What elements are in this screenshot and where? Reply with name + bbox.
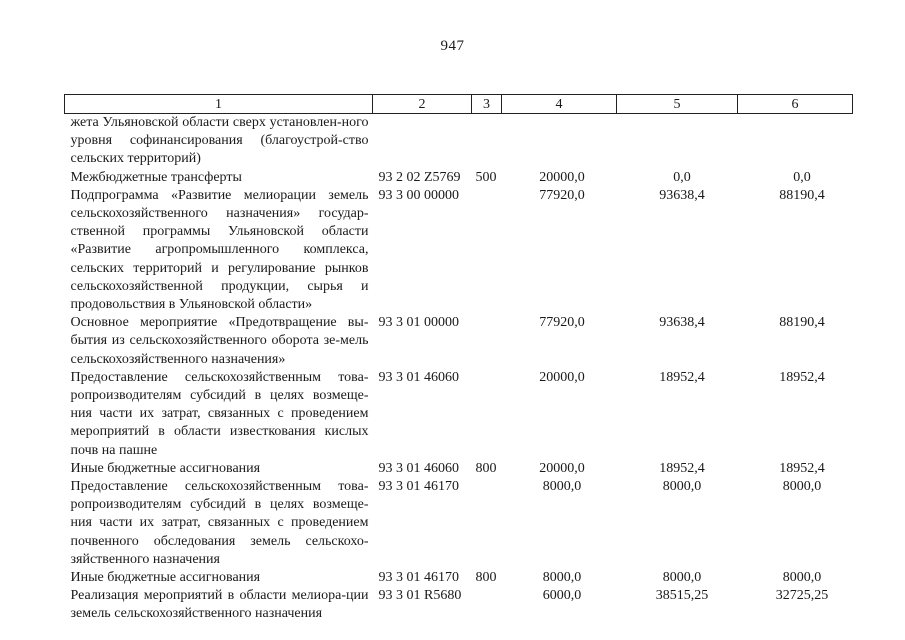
header-row — [65, 95, 853, 114]
row-value-4: 8000,0 — [542, 479, 582, 495]
row-code: 93 3 01 R5680 — [378, 588, 462, 604]
row-value-5: 93638,4 — [659, 315, 705, 331]
row-value-5: 93638,4 — [659, 187, 705, 203]
row-value-4: 8000,0 — [542, 570, 582, 586]
column-header-5: 5 — [617, 95, 738, 114]
row-code: 93 3 01 46170 — [378, 570, 459, 586]
row-value-4: 20000,0 — [539, 460, 585, 476]
row-value-4: 77920,0 — [539, 315, 585, 331]
row-value-5: 0,0 — [673, 169, 691, 185]
row-type: 800 — [475, 570, 497, 586]
row-value-4: 77920,0 — [539, 187, 585, 203]
row-name: Основное мероприятие «Предотвращение вы-бытия из сельскохозяйственного оборота зе-мель сельскохозяйственного назначения» — [70, 315, 369, 367]
row-type — [472, 478, 502, 569]
column-header-1: 1 — [65, 95, 373, 114]
row-name: Предоставление сельскохозяйственным това-ропроизводителям субсидий в целях возмеще-ния части их затрат, связанных с проведением почвенного обследования земель сельскохо-зяйственного назначения — [70, 479, 369, 567]
row-value-4: 20000,0 — [539, 369, 585, 385]
row-value-5: 8000,0 — [662, 479, 702, 495]
row-name: Иные бюджетные ассигнования — [70, 570, 261, 586]
table-row — [65, 314, 853, 369]
column-header-6: 6 — [738, 95, 853, 114]
row-type — [472, 187, 502, 314]
column-header-2: 2 — [373, 95, 472, 114]
row-code: 93 3 01 46060 — [378, 369, 459, 385]
row-name: жета Ульяновской области сверх установлен-ного уровня софинансирования (благоустрой-ство сельских территорий) — [70, 115, 369, 167]
row-code: 93 2 02 Z5769 — [378, 169, 461, 185]
row-code: 93 3 00 00000 — [378, 187, 459, 203]
page-number: 947 — [440, 38, 465, 54]
row-code: 93 3 01 00000 — [378, 315, 459, 331]
row-type — [472, 314, 502, 369]
column-header-3: 3 — [472, 95, 502, 114]
table-row — [65, 460, 853, 478]
table-row — [65, 169, 853, 187]
row-value-4 — [502, 114, 617, 169]
table-body — [65, 114, 853, 624]
table-row — [65, 587, 853, 623]
table-row — [65, 569, 853, 587]
row-value-6: 32725,25 — [775, 588, 829, 604]
row-name: Реализация мероприятий в области мелиора-ции земель сельскохозяйственного назначения — [70, 588, 369, 622]
row-value-6: 18952,4 — [779, 460, 825, 476]
table-header — [65, 95, 853, 114]
row-value-6: 0,0 — [793, 169, 811, 185]
row-value-5: 38515,25 — [655, 588, 709, 604]
row-value-6: 18952,4 — [779, 369, 825, 385]
row-value-5: 18952,4 — [659, 460, 705, 476]
row-value-6: 8000,0 — [782, 479, 822, 495]
row-code — [373, 114, 472, 169]
row-value-6: 88190,4 — [779, 187, 825, 203]
row-type — [472, 114, 502, 169]
row-name: Иные бюджетные ассигнования — [70, 460, 261, 476]
column-header-4: 4 — [502, 95, 617, 114]
row-name: Подпрограмма «Развитие мелиорации земель сельскохозяйственного назначения» государ-ственной программы Ульяновской области «Развитие агропромышленного комплекса, сельских территорий и регулирование рынков сельскохозяйственной продукции, сырья и продовольствия в Ульяновской области» — [70, 187, 369, 313]
row-value-5: 8000,0 — [662, 570, 702, 586]
row-value-4: 6000,0 — [542, 588, 582, 604]
row-name: Предоставление сельскохозяйственным това-ропроизводителям субсидий в целях возмеще-ния части их затрат, связанных с проведением мероприятий в области известкования кислых почв на пашне — [70, 369, 369, 458]
table-row — [65, 114, 853, 169]
row-type: 500 — [475, 169, 497, 185]
row-code: 93 3 01 46060 — [378, 460, 459, 476]
table-row — [65, 478, 853, 569]
row-value-6: 8000,0 — [782, 570, 822, 586]
row-value-5 — [617, 114, 738, 169]
row-value-4: 20000,0 — [539, 169, 585, 185]
budget-table — [64, 94, 853, 624]
row-value-6: 88190,4 — [779, 315, 825, 331]
row-type — [472, 369, 502, 460]
row-value-6 — [738, 114, 853, 169]
table-row — [65, 369, 853, 460]
table-row — [65, 187, 853, 314]
row-code: 93 3 01 46170 — [378, 479, 459, 495]
row-type — [472, 587, 502, 623]
row-name: Межбюджетные трансферты — [70, 169, 242, 185]
row-value-5: 18952,4 — [659, 369, 705, 385]
row-type: 800 — [475, 460, 497, 476]
